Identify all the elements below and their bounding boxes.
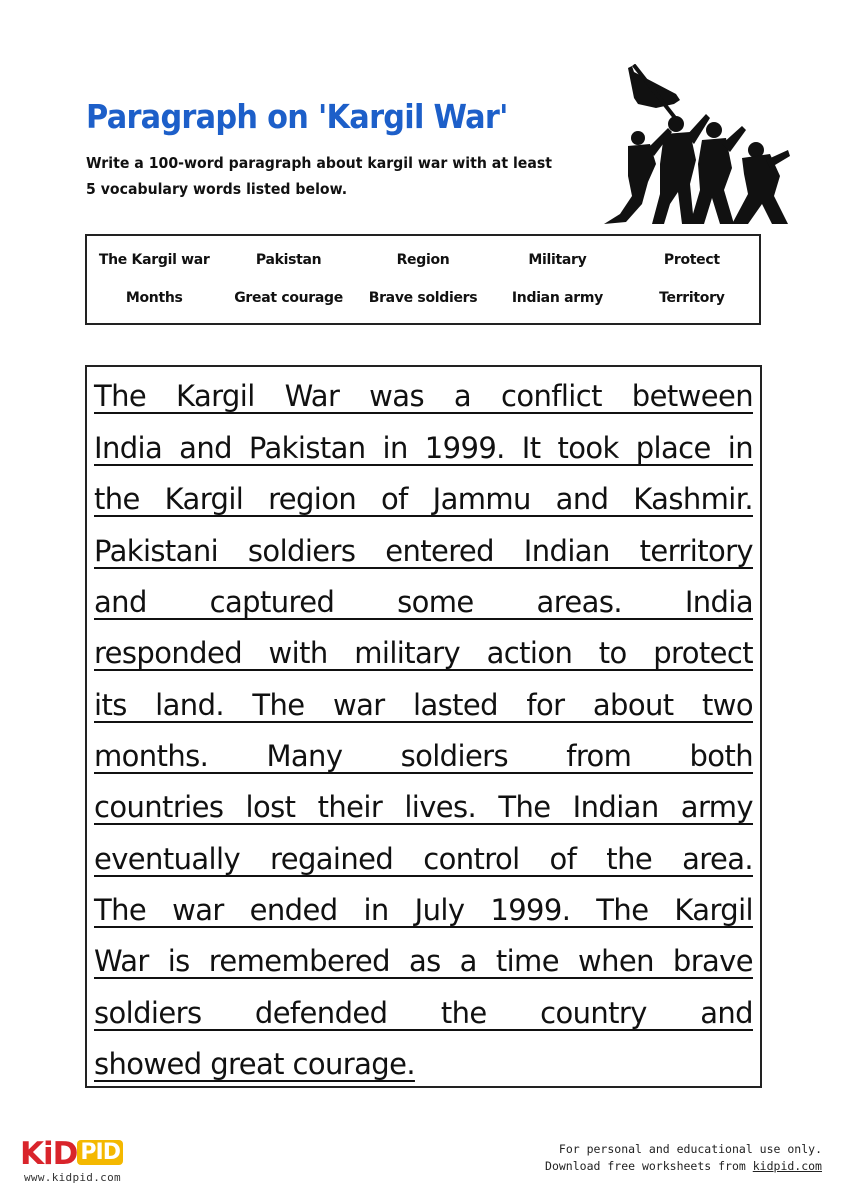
vocab-word: Territory xyxy=(659,290,725,306)
logo-url[interactable]: www.kidpid.com xyxy=(24,1171,121,1184)
vocab-word: Indian army xyxy=(511,290,603,306)
footer-note-line-2 xyxy=(545,1158,822,1175)
vocab-word: Brave soldiers xyxy=(368,290,478,306)
footer-note xyxy=(545,1141,822,1175)
paragraph-line xyxy=(94,890,753,942)
paragraph-line-text: soldiers defended the country and xyxy=(94,996,753,1030)
footer-note-line-1: For personal and educational use only. xyxy=(558,1142,822,1156)
paragraph-line xyxy=(94,839,753,891)
paragraph-line-text: responded with military action to protect xyxy=(94,636,753,670)
vocabulary-row-2 xyxy=(87,290,759,306)
soldiers-flag-icon xyxy=(598,64,794,228)
paragraph-line-text: and captured some areas. India xyxy=(94,585,753,619)
paragraph-line-text: months. Many soldiers from both xyxy=(94,739,753,773)
paragraph-line xyxy=(94,582,753,634)
paragraph-line-text: countries lost their lives. The Indian army xyxy=(94,790,753,824)
paragraph-line-text: India and Pakistan in 1999. It took place in xyxy=(94,431,753,465)
paragraph-line-text: its land. The war lasted for about two xyxy=(94,688,753,722)
instructions-line-2: 5 vocabulary words listed below. xyxy=(86,180,348,198)
paragraph-line-text: the Kargil region of Jammu and Kashmir. xyxy=(94,482,753,516)
kidpid-link[interactable]: kidpid.com xyxy=(752,1159,822,1173)
paragraph-line xyxy=(94,736,753,788)
page-title: Paragraph on 'Kargil War' xyxy=(86,97,508,136)
kidpid-logo xyxy=(20,1136,123,1172)
paragraph-line xyxy=(94,1044,753,1096)
vocab-word: Pakistan xyxy=(255,252,322,268)
paragraph-line xyxy=(94,428,753,480)
paragraph-line xyxy=(94,993,753,1045)
vocabulary-row-1 xyxy=(87,252,759,268)
vocab-word: Protect xyxy=(663,252,720,268)
paragraph-line xyxy=(94,941,753,993)
footer-note-prefix: Download free worksheets from xyxy=(545,1159,753,1173)
paragraph-line xyxy=(94,685,753,737)
vocab-word: The Kargil war xyxy=(98,252,210,268)
paragraph-line xyxy=(94,787,753,839)
paragraph-box xyxy=(85,365,762,1088)
paragraph-line xyxy=(94,479,753,531)
instructions xyxy=(86,150,556,202)
logo-kid-text: KiD xyxy=(20,1136,78,1172)
paragraph-line-text: showed great courage. xyxy=(94,1047,415,1081)
paragraph-line-text: The Kargil War was a conflict between xyxy=(94,379,753,413)
paragraph-line-text: Pakistani soldiers entered Indian territory xyxy=(94,534,753,568)
paragraph-line-text: eventually regained control of the area. xyxy=(94,842,753,876)
vocab-word: Great courage xyxy=(234,290,343,306)
vocab-word: Region xyxy=(396,252,450,268)
paragraph-line-text: The war ended in July 1999. The Kargil xyxy=(94,893,753,927)
vocabulary-box xyxy=(85,234,761,325)
instructions-line-1: Write a 100-word paragraph about kargil war with at least xyxy=(86,154,553,172)
paragraph-line xyxy=(94,376,753,428)
paragraph-line xyxy=(94,531,753,583)
paragraph-line-text: War is remembered as a time when brave xyxy=(94,944,753,978)
vocab-word: Months xyxy=(125,290,183,306)
paragraph-line xyxy=(94,633,753,685)
logo-pid-text: PID xyxy=(77,1140,123,1165)
vocab-word: Military xyxy=(528,252,587,268)
